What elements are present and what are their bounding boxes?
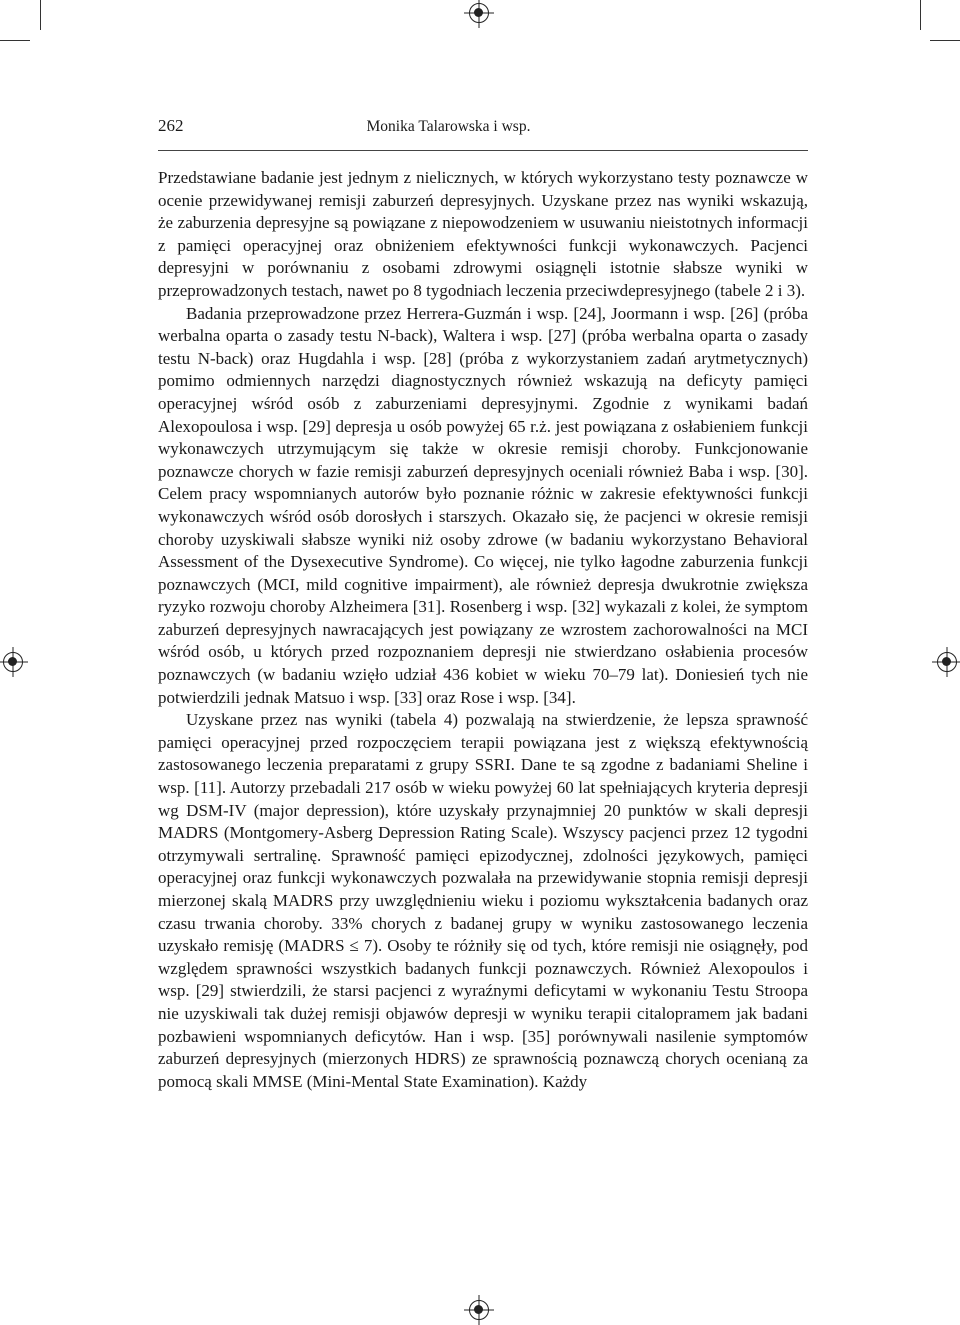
crop-mark-top-left-vertical [40,0,41,30]
registration-mark-right-icon [937,652,957,672]
running-head: Monika Talarowska i wsp. [366,118,531,135]
header-rule [158,150,808,151]
registration-mark-left-icon [3,652,23,672]
crop-mark-top-right [930,40,960,41]
page-number: 262 [158,116,184,135]
registration-mark-bottom-icon [469,1300,489,1320]
registration-mark-top-icon [469,3,489,23]
paragraph-2: Badania przeprowadzone przez Herrera-Guzmán i wsp. [24], Joormann i wsp. [26] (próba werbalna oparta o zasady testu N-back), Waltera i wsp. [27] (próba werbalna oparta o zasady testu N-back) oraz Hugdahla i wsp. [28] (próba z wykorzystaniem zadań arytmetycznych) pomimo odmiennych narzędzi diagnostycznych również wskazują na deficyty pamięci operacyjnej wśród osób z zaburzeniami depresyjnymi. Zgodnie z wynikami badań Alexopoulosa i wsp. [29] depresja u osób powyżej 65 r.ż. jest powiązana z osłabieniem funkcji wykonawczych utrzymującym się także w okresie remisji choroby. Funkcjonowanie poznawcze chorych w fazie remisji zaburzeń depresyjnych oceniali również Baba i wsp. [30]. Celem pracy wspomnianych autorów było poznanie różnic w zakresie efektywności funkcji wykonawczych wśród osób dorosłych i starszych. Okazało się, że pacjenci w okresie remisji choroby uzyskiwali słabsze wyniki niż osoby zdrowe (w badaniu wykorzystano Behavioral Assessment of the Dysexecutive Syndrome). Co więcej, nie tylko łagodne zaburzenia funkcji poznawczych (MCI, mild cognitive impairment), ale również depresja dwukrotnie zwiększa ryzyko rozwoju choroby Alzheimera [31]. Rosenberg i wsp. [32] wykazali z kolei, że symptom zaburzeń depresyjnych nawracających jest powiązany ze wzrostem zachorowalności na MCI wśród osób, u których przed rozpoznaniem depresji nie stwierdzano osłabienia procesów poznawczych (w badaniu wzięło udział 436 kobiet w wieku 70–79 lat). Doniesień tych nie potwierdzili jednak Matsuo i wsp. [33] oraz Rose i wsp. [34]. [158,303,808,707]
paragraph-1: Przedstawiane badanie jest jednym z nielicznych, w których wykorzystano testy poznawcze w ocenie przewidywanej remisji zaburzeń depresyjnych. Uzyskane przez nas wyniki wskazują, że zaburzenia depresyjne są powiązane z niepowodzeniem w usuwaniu nieistotnych informacji z pamięci operacyjnej oraz obniżeniem efektywności funkcji wykonawczych. Pacjenci depresyjni w porównaniu z osobami zdrowymi osiągnęli istotnie słabsze wyniki w przeprowadzonych testach, nawet po 8 tygodniach leczenia przeciwdepresyjnego (tabele 2 i 3). [158,168,808,300]
paragraph-3: Uzyskane przez nas wyniki (tabela 4) pozwalają na stwierdzenie, że lepsza sprawność pamięci operacyjnej przed rozpoczęciem terapii powiązana jest z większą efektywnością zastosowanego leczenia preparatami z grupy SSRI. Dane te są zgodne z badaniami Sheline i wsp. [11]. Autorzy przebadali 217 osób w wieku powyżej 60 lat spełniających kryteria depresji wg DSM-IV (major depression), które uzyskały przynajmniej 20 punktów w skali depresji MADRS (Montgomery-Asberg Depression Rating Scale). Wszyscy pacjenci przez 12 tygodni otrzymywali sertralinę. Sprawność pamięci epizodycznej, zdolności językowych, pamięci operacyjnej oraz funkcji wykonawczych pozwalała na przewidywanie stopnia remisji depresji mierzonej skalą MADRS przy uwzględnieniu wieku i poziomu wykształcenia badanych oraz czasu trwania choroby. 33% chorych z badanej grupy w wyniku zastosowanego leczenia uzyskało remisję (MADRS ≤ 7). Osoby te różniły się od tych, które remisji nie osiągnęły, pod względem sprawności wszystkich badanych funkcji poznawczych. Również Alexopoulos i wsp. [29] stwierdzili, że starsi pacjenci z wyraźnymi deficytami w wykonaniu Testu Stroopa nie uzyskiwali tak dużej remisji objawów depresji w wyniku terapii citalopramem jak badani pozbawieni wspomnianych deficytów. Han i wsp. [35] porównywali nasilenie symptomów zaburzeń depresyjnych (mierzonych HDRS) ze sprawnością poznawczą chorych ocenianą za pomocą skali MMSE (Mini-Mental State Examination). Każdy [158,710,808,1091]
body-text [158,167,808,1093]
crop-mark-top-left [0,40,30,41]
crop-mark-top-right-vertical [920,0,921,30]
